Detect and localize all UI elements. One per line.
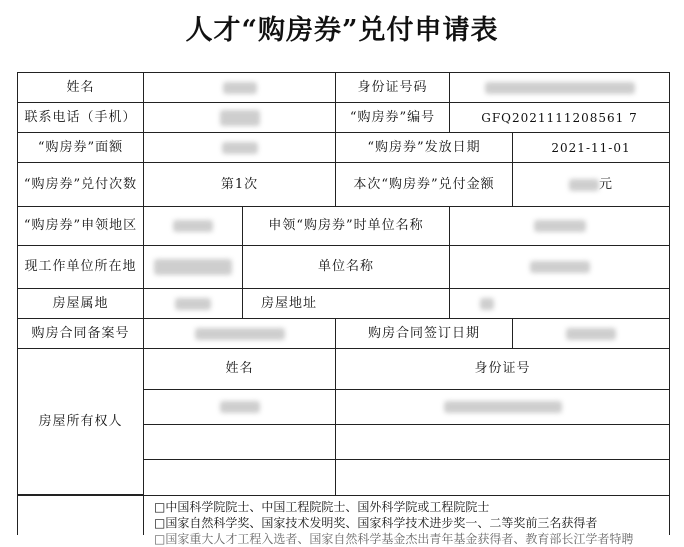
redacted-amount — [569, 179, 599, 191]
face-value-label: “购房券”面额 — [17, 132, 144, 163]
contract-record-value — [143, 318, 336, 349]
redacted-current-location — [154, 259, 232, 275]
contract-record-label: 购房合同备案号 — [17, 318, 144, 349]
owners-label: 房屋所有权人 — [17, 348, 144, 495]
payment-count-value: 第1次 — [143, 162, 336, 207]
employer-name-value — [449, 245, 670, 289]
face-value-value — [143, 132, 336, 163]
owner-3-name — [143, 459, 336, 496]
apply-employer-value — [449, 206, 670, 246]
redacted-employer-name — [530, 261, 590, 273]
apply-employer-label: 申领“购房券”时单位名称 — [242, 206, 450, 246]
owner-1-id — [335, 389, 670, 425]
option-academician[interactable]: □中国科学院院士、中国工程院院士、国外科学院或工程院院士 — [154, 500, 490, 514]
house-address-label: 房屋地址 — [242, 288, 450, 319]
house-address-value — [449, 288, 670, 319]
payment-count-label: “购房券”兑付次数 — [17, 162, 144, 207]
redacted-name — [223, 82, 257, 94]
phone-label: 联系电话（手机） — [17, 102, 144, 133]
option-national-award[interactable]: □国家自然科学奖、国家技术发明奖、国家科学技术进步奖一、二等奖前三名获得者 — [154, 516, 598, 530]
redacted-house-address — [480, 298, 494, 310]
issue-date-label: “购房券”发放日期 — [335, 132, 513, 163]
current-location-label: 现工作单位所在地 — [17, 245, 144, 289]
redacted-apply-employer — [534, 220, 586, 232]
apply-area-value — [143, 206, 243, 246]
redacted-id-number — [485, 82, 635, 94]
redacted-phone — [220, 110, 260, 126]
name-value — [143, 72, 336, 103]
redacted-face-value — [222, 142, 258, 154]
option-national-talent[interactable]: □国家重大人才工程入选者、国家自然科学基金杰出青年基金获得者、教育部长江学者特聘 — [154, 532, 634, 546]
redacted-house-area — [175, 298, 211, 310]
current-location-value — [143, 245, 243, 289]
redacted-contract-record — [195, 328, 285, 340]
name-label: 姓名 — [17, 72, 144, 103]
voucher-no-label: “购房券”编号 — [335, 102, 450, 133]
talent-category-options — [143, 495, 670, 546]
amount-unit: 元 — [598, 176, 613, 192]
contract-date-value — [512, 318, 670, 349]
house-area-value — [143, 288, 243, 319]
id-number-value — [449, 72, 670, 103]
owner-3-id — [335, 459, 670, 496]
house-area-label: 房屋属地 — [17, 288, 144, 319]
contract-date-label: 购房合同签订日期 — [335, 318, 513, 349]
redacted-owner-id — [444, 401, 562, 413]
payment-amount-label: 本次“购房券”兑付金额 — [335, 162, 513, 207]
id-number-label: 身份证号码 — [335, 72, 450, 103]
owner-name-header: 姓名 — [143, 348, 336, 390]
voucher-no-value: GFQ2021111208561 7 — [449, 102, 670, 133]
issue-date-value: 2021-11-01 — [512, 132, 670, 163]
phone-value — [143, 102, 336, 133]
redacted-contract-date — [566, 328, 616, 340]
redacted-owner-name — [220, 401, 260, 413]
owner-1-name — [143, 389, 336, 425]
owner-2-id — [335, 424, 670, 460]
talent-category-label-cell — [17, 495, 144, 535]
apply-area-label: “购房券”申领地区 — [17, 206, 144, 246]
payment-amount-value — [512, 162, 670, 207]
form-title: 人才“购房券”兑付申请表 — [185, 15, 499, 46]
employer-name-label: 单位名称 — [242, 245, 450, 289]
owner-id-header: 身份证号 — [335, 348, 670, 390]
redacted-apply-area — [173, 220, 213, 232]
owner-2-name — [143, 424, 336, 460]
